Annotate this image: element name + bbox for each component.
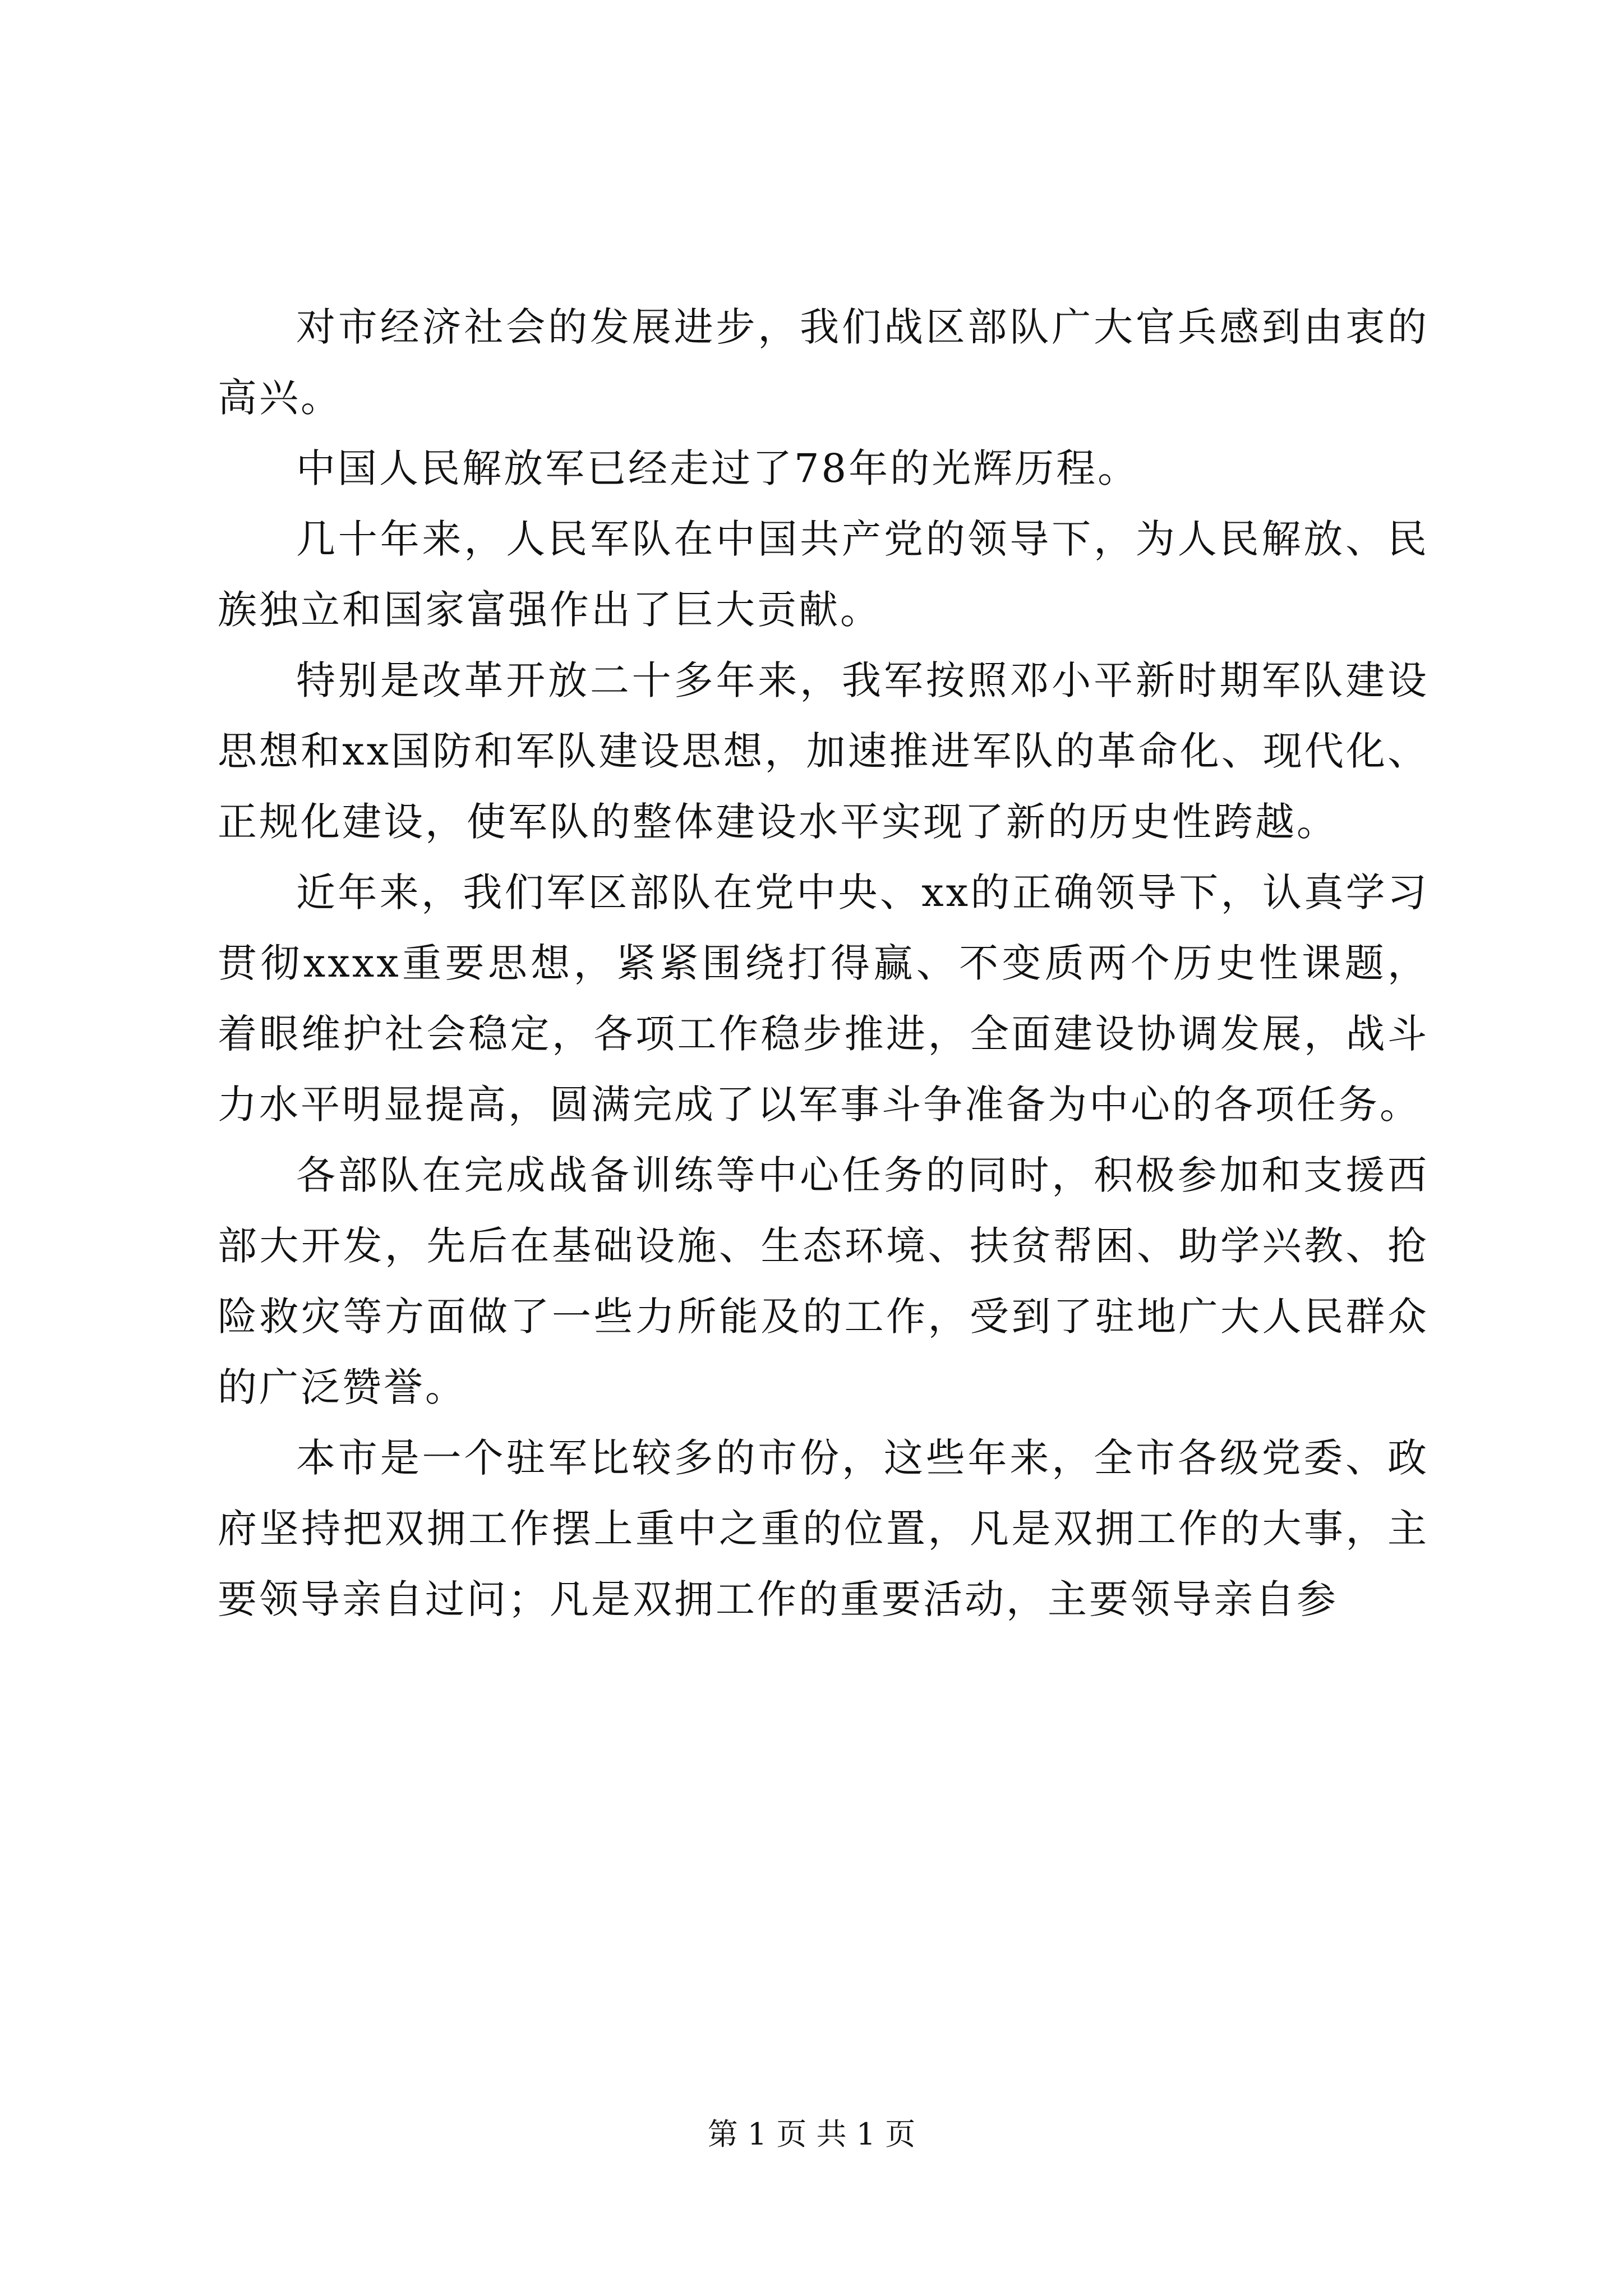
document-body xyxy=(218,292,1429,1635)
paragraph-6: 各部队在完成战备训练等中心任务的同时，积极参加和支援西部大开发，先后在基础设施、生态环境、扶贫帮困、助学兴教、抢险救灾等方面做了一些力所能及的工作，受到了驻地广大人民群众的广泛赞誉。 xyxy=(218,1152,1429,1410)
paragraph-2: 中国人民解放军已经走过了78年的光辉历程。 xyxy=(296,445,1140,491)
paragraph-5: 近年来，我们军区部队在党中央、xx的正确领导下，认真学习贯彻xxxx重要思想，紧紧围绕打得赢、不变质两个历史性课题，着眼维护社会稳定，各项工作稳步推进，全面建设协调发展，战斗力水平明显提高，圆满完成了以军事斗争准备为中心的各项任务。 xyxy=(218,869,1429,1128)
paragraph-4: 特别是改革开放二十多年来，我军按照邓小平新时期军队建设思想和xx国防和军队建设思想，加速推进军队的革命化、现代化、正规化建设，使军队的整体建设水平实现了新的历史性跨越。 xyxy=(218,657,1429,845)
paragraph-7: 本市是一个驻军比较多的市份，这些年来，全市各级党委、政府坚持把双拥工作摆上重中之重的位置，凡是双拥工作的大事，主要领导亲自过问；凡是双拥工作的重要活动，主要领导亲自参 xyxy=(218,1435,1429,1622)
paragraph-3: 几十年来，人民军队在中国共产党的领导下，为人民解放、民族独立和国家富强作出了巨大贡献。 xyxy=(218,516,1429,633)
page-footer: 第 1 页 共 1 页 xyxy=(707,2116,916,2152)
paragraph-1: 对市经济社会的发展进步，我们战区部队广大官兵感到由衷的高兴。 xyxy=(218,304,1429,421)
